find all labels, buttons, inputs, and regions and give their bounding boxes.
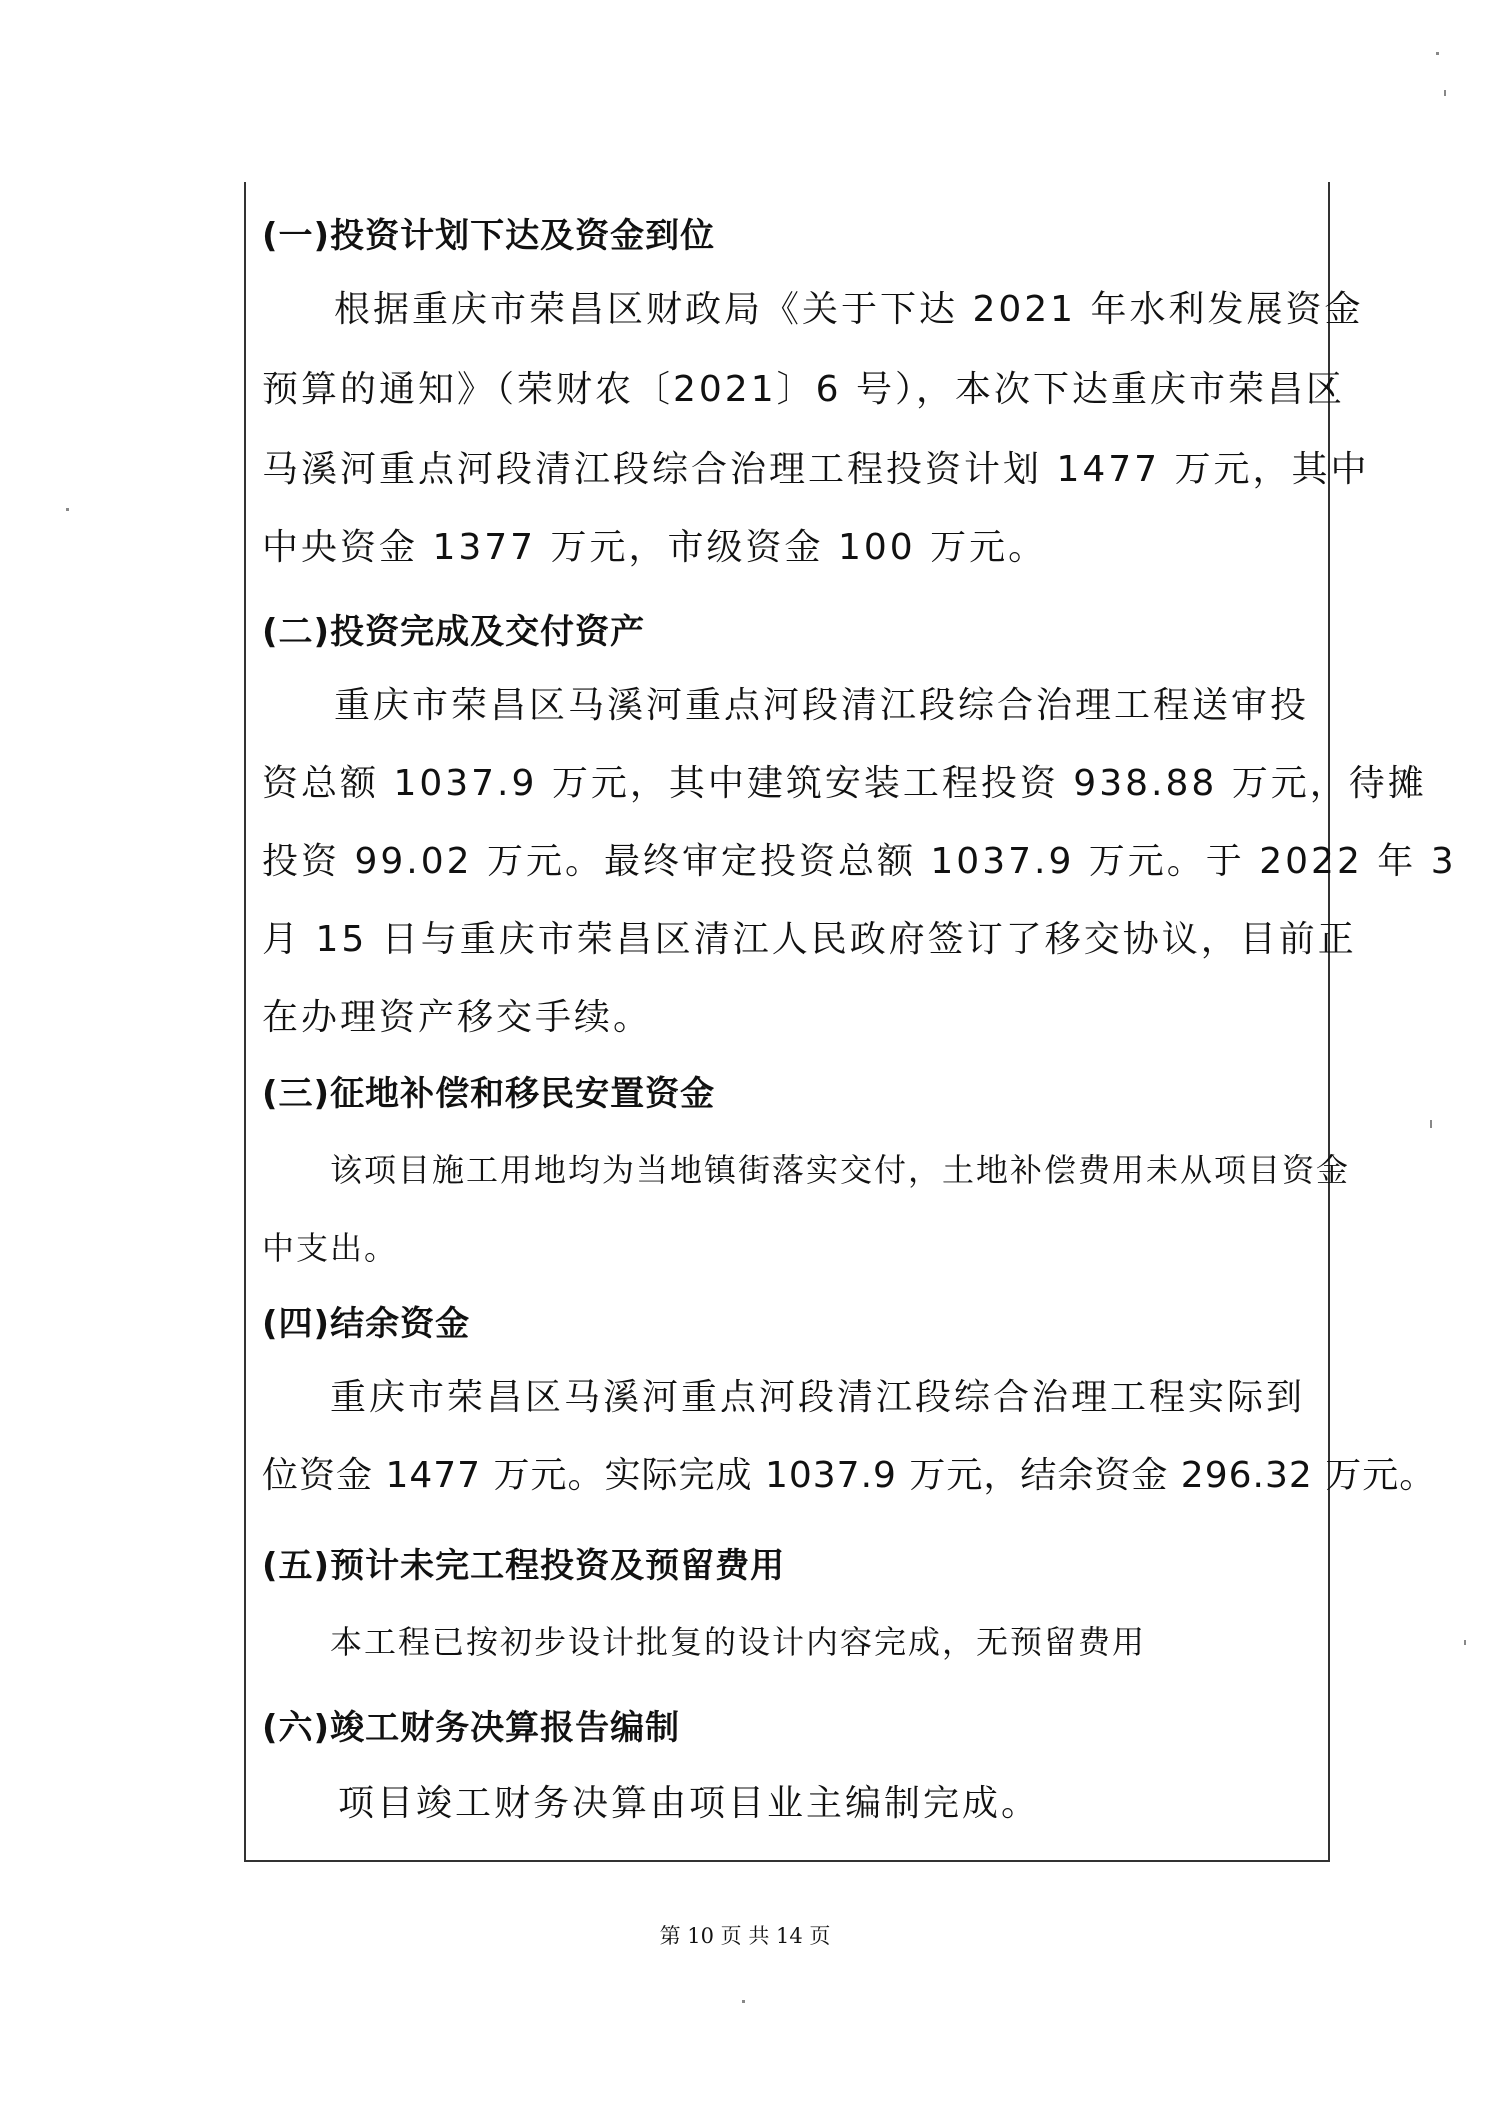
- section-4-line-1: 重庆市荣昌区马溪河重点河段清江段综合治理工程实际到: [330, 1377, 1306, 1418]
- section-2-line-2: 资总额 1037.9 万元，其中建筑安装工程投资 938.88 万元，待摊: [262, 763, 1427, 804]
- section-3-line-2: 中支出。: [262, 1229, 399, 1267]
- scan-speck: [1436, 52, 1439, 55]
- section-1-line-3: 马溪河重点河段清江段综合治理工程投资计划 1477 万元，其中: [262, 449, 1370, 490]
- section-6-heading: (六)竣工财务决算报告编制: [262, 1708, 681, 1748]
- scan-speck: [742, 2000, 745, 2003]
- section-3-heading: (三)征地补偿和移民安置资金: [262, 1074, 716, 1114]
- section-2-line-3: 投资 99.02 万元。最终审定投资总额 1037.9 万元。于 2022 年 3: [262, 841, 1457, 882]
- scan-speck: [66, 508, 69, 511]
- scan-speck: [1444, 90, 1446, 96]
- section-1-line-2: 预算的通知》（荣财农〔2021〕6 号），本次下达重庆市荣昌区: [262, 369, 1345, 410]
- section-1-line-1: 根据重庆市荣昌区财政局《关于下达 2021 年水利发展资金: [334, 289, 1364, 330]
- section-2-line-5: 在办理资产移交手续。: [262, 997, 653, 1038]
- section-2-heading: (二)投资完成及交付资产: [262, 612, 646, 652]
- section-1-heading: (一)投资计划下达及资金到位: [262, 216, 716, 256]
- section-4-line-2: 位资金 1477 万元。实际完成 1037.9 万元，结余资金 296.32 万元。: [262, 1455, 1437, 1496]
- scan-speck: [1430, 1120, 1432, 1128]
- section-5-line-1: 本工程已按初步设计批复的设计内容完成，无预留费用: [330, 1623, 1147, 1661]
- section-6-line-1: 项目竣工财务决算由项目业主编制完成。: [338, 1783, 1041, 1824]
- section-2-line-4: 月 15 日与重庆市荣昌区清江人民政府签订了移交协议，目前正: [262, 919, 1357, 960]
- scan-speck: [1464, 1640, 1466, 1645]
- section-3-line-1: 该项目施工用地均为当地镇街落实交付，土地补偿费用未从项目资金: [330, 1151, 1351, 1189]
- section-2-line-1: 重庆市荣昌区马溪河重点河段清江段综合治理工程送审投: [334, 685, 1310, 726]
- page-footer: 第 10 页 共 14 页: [659, 1924, 831, 1948]
- section-5-heading: (五)预计未完工程投资及预留费用: [262, 1546, 786, 1586]
- section-1-line-4: 中央资金 1377 万元，市级资金 100 万元。: [262, 527, 1048, 568]
- section-4-heading: (四)结余资金: [262, 1304, 471, 1344]
